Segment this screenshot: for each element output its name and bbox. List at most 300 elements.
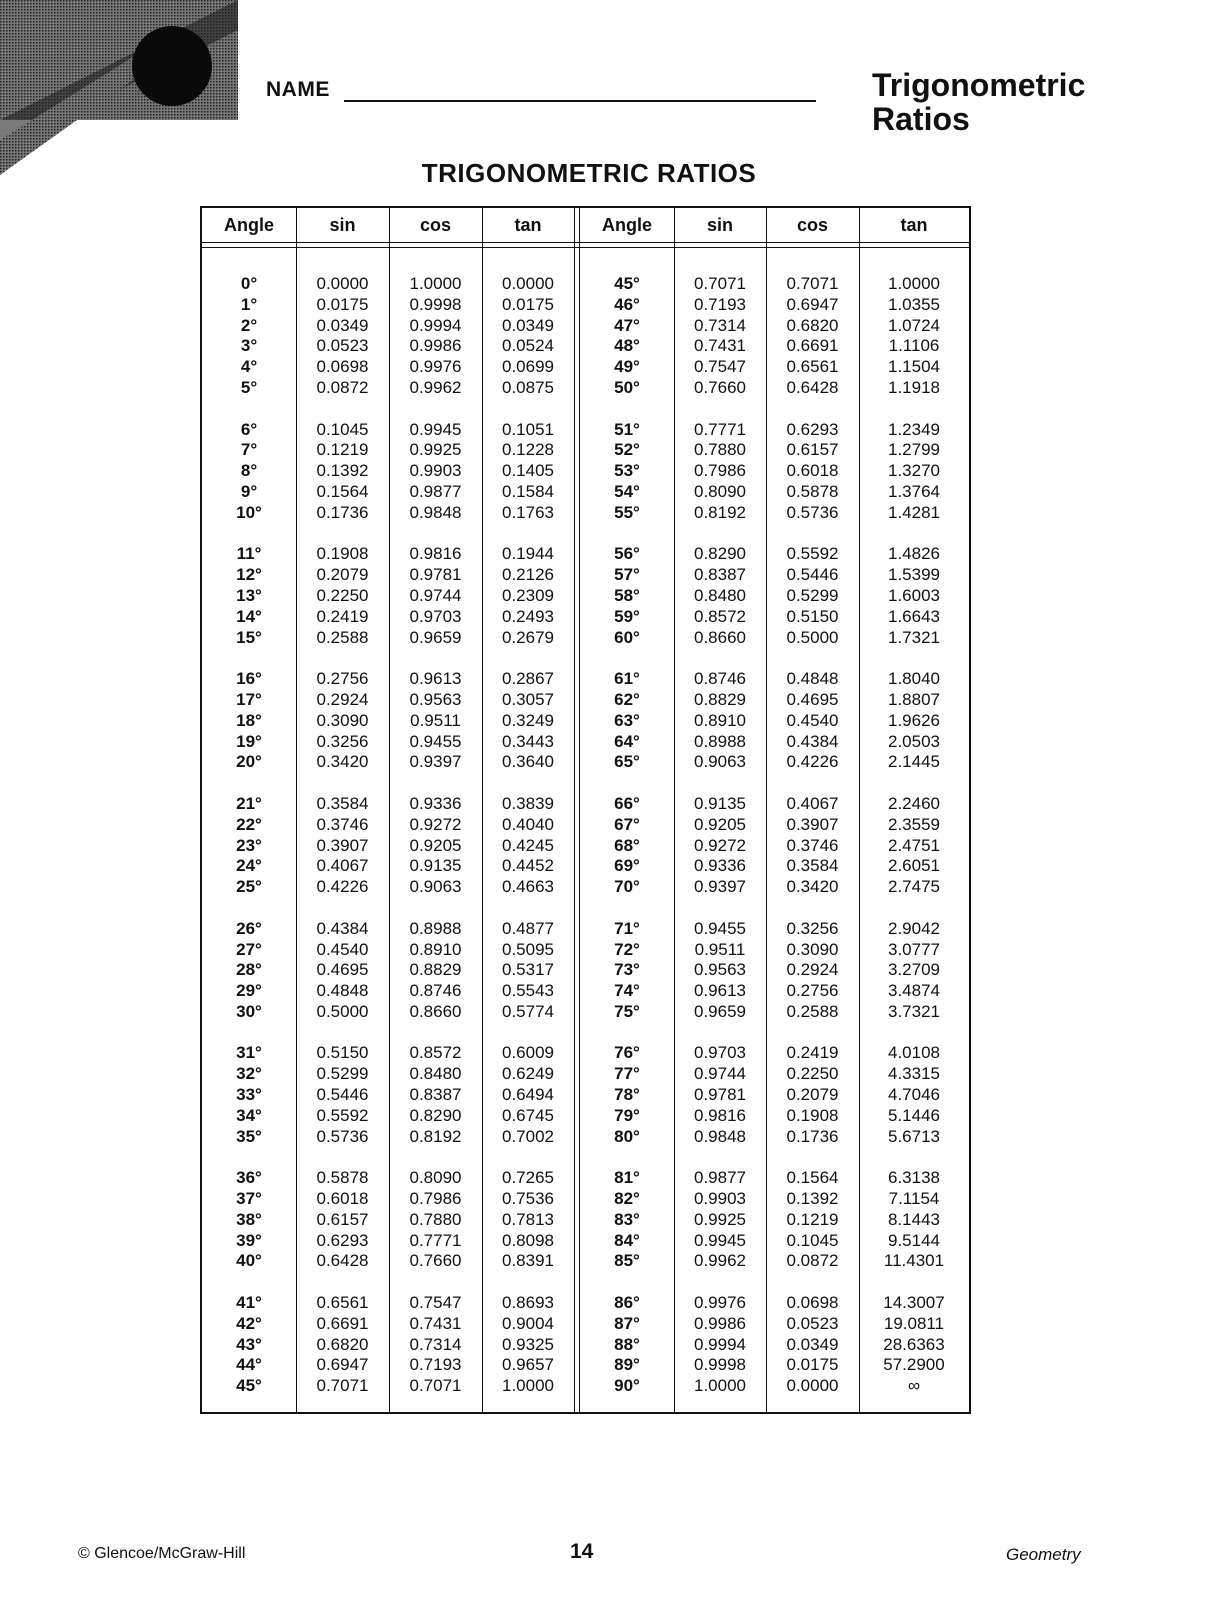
left-sin-cell: 0.3090	[316, 710, 369, 730]
table-row	[202, 316, 969, 337]
right-cos-cell: 0.3256	[786, 918, 839, 938]
left-cos-cell: 0.9272	[409, 814, 462, 834]
table-row	[202, 295, 969, 316]
left-sin-cell: 0.1219	[316, 440, 369, 460]
left-cos-cell: 0.7193	[409, 1355, 462, 1375]
right-angle-cell: 65°	[614, 752, 640, 772]
right-angle-cell: 67°	[614, 814, 640, 834]
right-tan-cell: 1.1106	[888, 336, 940, 356]
table-row	[202, 752, 969, 773]
left-angle-cell: 31°	[236, 1043, 262, 1063]
right-tan-cell: 1.1504	[888, 357, 940, 377]
left-tan-cell: 0.5774	[502, 1001, 554, 1021]
name-label: NAME	[266, 78, 330, 101]
left-sin-cell: 0.0872	[316, 377, 369, 397]
right-angle-cell: 50°	[614, 377, 640, 397]
right-tan-cell: 9.5144	[888, 1230, 940, 1250]
right-cos-cell: 0.6428	[786, 377, 839, 397]
left-angle-cell: 13°	[236, 585, 262, 605]
row-group	[202, 919, 969, 1023]
left-cos-cell: 0.8988	[409, 918, 462, 938]
right-sin-cell: 0.7431	[694, 336, 746, 356]
right-tan-cell: 2.1445	[888, 752, 940, 772]
left-sin-cell: 0.6428	[316, 1251, 369, 1271]
table-row	[202, 628, 969, 649]
left-cos-cell: 0.7880	[409, 1209, 462, 1229]
table-row	[202, 1085, 969, 1106]
left-sin-cell: 0.1564	[316, 481, 369, 501]
left-cos-cell: 0.7071	[409, 1376, 462, 1396]
right-sin-cell: 0.9135	[694, 793, 746, 813]
right-tan-cell: 3.2709	[888, 960, 940, 980]
right-cos-cell: 0.5878	[786, 481, 839, 501]
left-angle-cell: 40°	[236, 1251, 262, 1271]
right-angle-cell: 75°	[614, 1001, 640, 1021]
right-cos-cell: 0.3746	[786, 835, 839, 855]
left-angle-cell: 32°	[236, 1064, 262, 1084]
table-row	[202, 1251, 969, 1272]
right-cos-cell: 0.4384	[786, 731, 839, 751]
left-tan-cell: 0.3443	[502, 731, 554, 751]
left-angle-cell: 2°	[240, 315, 258, 335]
right-angle-cell: 71°	[614, 918, 640, 938]
left-sin-cell: 0.4067	[316, 856, 369, 876]
table-row	[202, 461, 969, 482]
left-cos-cell: 0.9925	[409, 440, 462, 460]
left-angle-cell: 44°	[236, 1355, 262, 1375]
right-tan-cell: 1.9626	[888, 710, 940, 730]
right-tan-cell: 1.0000	[888, 274, 940, 293]
left-tan-cell: 0.7265	[502, 1168, 554, 1188]
right-sin-cell: 0.8829	[694, 689, 746, 709]
left-angle-cell: 39°	[236, 1230, 262, 1250]
right-angle-cell: 86°	[614, 1293, 640, 1313]
left-tan-cell: 0.7536	[502, 1189, 554, 1209]
left-angle-cell: 0°	[240, 274, 258, 293]
table-row	[202, 669, 969, 690]
right-tan-cell: 3.7321	[888, 1001, 940, 1021]
right-tan-cell: 4.3315	[888, 1064, 940, 1084]
right-angle-cell: 82°	[614, 1189, 640, 1209]
left-cos-cell: 0.9945	[409, 419, 462, 439]
right-tan-cell: 1.2349	[888, 419, 940, 439]
right-sin-cell: 0.9511	[694, 939, 746, 959]
right-sin-cell: 0.8988	[694, 731, 746, 751]
left-angle-cell: 19°	[236, 731, 262, 751]
right-cos-cell: 0.4540	[786, 710, 839, 730]
right-sin-cell: 0.7771	[694, 419, 746, 439]
right-angle-cell: 53°	[614, 461, 640, 481]
table-row	[202, 1106, 969, 1127]
publisher-credit: © Glencoe/McGraw-Hill	[78, 1545, 246, 1562]
left-cos-cell: 0.8910	[409, 939, 462, 959]
name-field	[266, 78, 816, 102]
right-tan-cell: 7.1154	[888, 1189, 940, 1209]
right-cos-cell: 0.0175	[786, 1355, 839, 1375]
table-row	[202, 815, 969, 836]
right-tan-cell: 4.0108	[888, 1043, 940, 1063]
right-cos-cell: 0.6561	[786, 357, 839, 377]
right-sin-cell: 0.8746	[694, 669, 746, 689]
right-cos-cell: 0.3907	[786, 814, 839, 834]
right-cos-cell: 0.5736	[786, 502, 839, 522]
right-angle-cell: 52°	[614, 440, 640, 460]
left-angle-cell: 45°	[236, 1376, 262, 1396]
left-tan-cell: 0.4877	[502, 918, 554, 938]
right-angle-cell: 90°	[614, 1376, 640, 1396]
table-row	[202, 981, 969, 1002]
right-tan-cell: 2.6051	[888, 856, 940, 876]
right-angle-cell: 64°	[614, 731, 640, 751]
right-angle-cell: 49°	[614, 357, 640, 377]
left-tan-cell: 0.4663	[502, 877, 554, 897]
left-sin-cell: 0.4695	[316, 960, 369, 980]
right-cos-cell: 0.1564	[786, 1168, 839, 1188]
right-sin-cell: 0.8090	[694, 481, 746, 501]
left-cos-cell: 0.9563	[409, 689, 462, 709]
left-cos-cell: 0.9994	[409, 315, 462, 335]
right-cos-cell: 0.6691	[786, 336, 839, 356]
right-angle-cell: 48°	[614, 336, 640, 356]
table-row	[202, 940, 969, 961]
table-row	[202, 1189, 969, 1210]
right-tan-cell: 1.3764	[888, 481, 940, 501]
right-angle-cell: 54°	[614, 481, 640, 501]
header-double-rule	[202, 242, 969, 248]
left-angle-cell: 42°	[236, 1313, 262, 1333]
right-cos-cell: 0.5592	[786, 544, 839, 564]
row-group	[202, 1293, 969, 1397]
left-cos-cell: 0.8746	[409, 981, 462, 1001]
left-tan-cell: 0.6745	[502, 1105, 554, 1125]
right-angle-cell: 70°	[614, 877, 640, 897]
subject-label: Geometry	[1006, 1545, 1081, 1564]
left-cos-cell: 0.9703	[409, 606, 462, 626]
header-angle-right: Angle	[601, 215, 652, 235]
left-tan-cell: 0.0524	[502, 336, 554, 356]
right-angle-cell: 88°	[614, 1334, 640, 1354]
table-row	[202, 607, 969, 628]
left-sin-cell: 0.3907	[316, 835, 369, 855]
right-angle-cell: 87°	[614, 1313, 640, 1333]
worksheet-title	[872, 68, 1085, 136]
right-angle-cell: 66°	[614, 793, 640, 813]
table-row	[202, 1355, 969, 1376]
row-group	[202, 669, 969, 773]
table-row	[202, 690, 969, 711]
left-cos-cell: 0.8090	[409, 1168, 462, 1188]
right-cos-cell: 0.3584	[786, 856, 839, 876]
right-sin-cell: 0.7986	[694, 461, 746, 481]
right-sin-cell: 1.0000	[694, 1376, 746, 1396]
right-tan-cell: 5.1446	[888, 1105, 940, 1125]
right-angle-cell: 61°	[614, 669, 640, 689]
left-cos-cell: 0.9877	[409, 481, 462, 501]
table-row	[202, 378, 969, 399]
left-cos-cell: 0.9205	[409, 835, 462, 855]
left-cos-cell: 0.9962	[409, 377, 462, 397]
left-tan-cell: 0.1944	[502, 544, 554, 564]
right-cos-cell: 0.2419	[786, 1043, 839, 1063]
table-row	[202, 877, 969, 898]
right-angle-cell: 81°	[614, 1168, 640, 1188]
right-sin-cell: 0.7880	[694, 440, 746, 460]
right-angle-cell: 80°	[614, 1126, 640, 1146]
right-angle-cell: 58°	[614, 585, 640, 605]
right-cos-cell: 0.2079	[786, 1085, 839, 1105]
left-cos-cell: 0.9063	[409, 877, 462, 897]
right-tan-cell: 28.6363	[883, 1334, 945, 1354]
right-sin-cell: 0.8660	[694, 627, 746, 647]
left-tan-cell: 0.1228	[502, 440, 554, 460]
left-angle-cell: 14°	[236, 606, 262, 626]
right-cos-cell: 0.4226	[786, 752, 839, 772]
left-sin-cell: 0.2756	[316, 669, 369, 689]
right-tan-cell: 1.4826	[888, 544, 940, 564]
left-tan-cell: 0.5317	[502, 960, 554, 980]
left-sin-cell: 0.6018	[316, 1189, 369, 1209]
right-sin-cell: 0.9336	[694, 856, 746, 876]
right-cos-cell: 0.5150	[786, 606, 839, 626]
right-angle-cell: 74°	[614, 981, 640, 1001]
left-cos-cell: 0.7547	[409, 1293, 462, 1313]
right-sin-cell: 0.9925	[694, 1209, 746, 1229]
right-sin-cell: 0.9397	[694, 877, 746, 897]
left-angle-cell: 37°	[236, 1189, 262, 1209]
right-angle-cell: 55°	[614, 502, 640, 522]
header-tan-right: tan	[900, 215, 928, 235]
left-tan-cell: 0.2309	[502, 585, 554, 605]
left-angle-cell: 15°	[236, 627, 262, 647]
right-angle-cell: 60°	[614, 627, 640, 647]
table-row	[202, 711, 969, 732]
right-tan-cell: 2.3559	[888, 814, 940, 834]
worksheet-title-line-2: Ratios	[872, 101, 970, 137]
right-angle-cell: 77°	[614, 1064, 640, 1084]
right-cos-cell: 0.1219	[786, 1209, 839, 1229]
right-angle-cell: 69°	[614, 856, 640, 876]
left-sin-cell: 0.5736	[316, 1126, 369, 1146]
left-angle-cell: 30°	[236, 1001, 262, 1021]
table-row	[202, 1064, 969, 1085]
right-sin-cell: 0.9659	[694, 1001, 746, 1021]
right-cos-cell: 0.5000	[786, 627, 839, 647]
right-cos-cell: 0.2924	[786, 960, 839, 980]
table-row	[202, 1002, 969, 1023]
right-sin-cell: 0.9563	[694, 960, 746, 980]
left-cos-cell: 0.7431	[409, 1313, 462, 1333]
header-sin-right: sin	[706, 215, 733, 235]
left-tan-cell: 0.9004	[502, 1313, 554, 1333]
left-sin-cell: 0.6157	[316, 1209, 369, 1229]
left-cos-cell: 0.9903	[409, 461, 462, 481]
table-row	[202, 1168, 969, 1189]
header-cos-left: cos	[419, 215, 452, 235]
right-sin-cell: 0.9986	[694, 1313, 746, 1333]
left-sin-cell: 0.2924	[316, 689, 369, 709]
name-blank-line	[344, 80, 816, 102]
right-cos-cell: 0.4067	[786, 793, 839, 813]
left-angle-cell: 24°	[236, 856, 262, 876]
left-cos-cell: 0.9816	[409, 544, 462, 564]
right-sin-cell: 0.7314	[694, 315, 746, 335]
right-tan-cell: 1.0355	[888, 294, 940, 314]
right-tan-cell: 2.2460	[888, 793, 940, 813]
left-tan-cell: 0.8391	[502, 1251, 554, 1271]
right-tan-cell: 1.5399	[888, 565, 940, 585]
right-angle-cell: 51°	[614, 419, 640, 439]
left-angle-cell: 3°	[240, 336, 258, 356]
right-cos-cell: 0.6157	[786, 440, 839, 460]
table-row	[202, 420, 969, 441]
right-tan-cell: 6.3138	[888, 1168, 940, 1188]
table-row	[202, 1314, 969, 1335]
left-cos-cell: 0.9659	[409, 627, 462, 647]
right-angle-cell: 63°	[614, 710, 640, 730]
left-tan-cell: 0.7813	[502, 1209, 554, 1229]
table-row	[202, 565, 969, 586]
left-tan-cell: 0.0349	[502, 315, 554, 335]
left-cos-cell: 0.9455	[409, 731, 462, 751]
right-sin-cell: 0.9903	[694, 1189, 746, 1209]
right-angle-cell: 68°	[614, 835, 640, 855]
right-cos-cell: 0.0698	[786, 1293, 839, 1313]
right-angle-cell: 72°	[614, 939, 640, 959]
right-tan-cell: 3.0777	[888, 939, 940, 959]
left-sin-cell: 0.1736	[316, 502, 369, 522]
header-tan-left: tan	[514, 215, 542, 235]
table-row	[202, 856, 969, 877]
left-sin-cell: 0.0349	[316, 315, 369, 335]
left-tan-cell: 0.1584	[502, 481, 554, 501]
left-cos-cell: 0.8829	[409, 960, 462, 980]
left-angle-cell: 5°	[240, 377, 258, 397]
table-row	[202, 1293, 969, 1314]
right-angle-cell: 62°	[614, 689, 640, 709]
left-tan-cell: 0.3249	[502, 710, 554, 730]
left-sin-cell: 0.1045	[316, 419, 369, 439]
trig-ratios-table	[200, 206, 971, 1414]
left-angle-cell: 22°	[236, 814, 262, 834]
left-sin-cell: 0.2419	[316, 606, 369, 626]
right-tan-cell: 1.1918	[888, 377, 940, 397]
left-sin-cell: 0.6691	[316, 1313, 369, 1333]
table-row	[202, 482, 969, 503]
left-cos-cell: 0.7660	[409, 1251, 462, 1271]
right-tan-cell: 57.2900	[883, 1355, 945, 1375]
right-tan-cell: 2.7475	[888, 877, 940, 897]
left-sin-cell: 0.5000	[316, 1001, 369, 1021]
row-group	[202, 544, 969, 648]
right-sin-cell: 0.9877	[694, 1168, 746, 1188]
right-tan-cell: 2.0503	[888, 731, 940, 751]
left-cos-cell: 1.0000	[409, 274, 462, 293]
left-cos-cell: 0.9135	[409, 856, 462, 876]
right-sin-cell: 0.9744	[694, 1064, 746, 1084]
left-cos-cell: 0.9781	[409, 565, 462, 585]
right-cos-cell: 0.6018	[786, 461, 839, 481]
left-tan-cell: 0.2126	[502, 565, 554, 585]
right-cos-cell: 0.0872	[786, 1251, 839, 1271]
right-cos-cell: 0.4695	[786, 689, 839, 709]
right-tan-cell: 4.7046	[888, 1085, 940, 1105]
left-tan-cell: 0.0000	[502, 274, 554, 293]
right-sin-cell: 0.7660	[694, 377, 746, 397]
left-angle-cell: 9°	[240, 481, 258, 501]
table-row	[202, 732, 969, 753]
right-sin-cell: 0.9945	[694, 1230, 746, 1250]
table-row	[202, 1127, 969, 1148]
left-tan-cell: 0.3640	[502, 752, 554, 772]
left-angle-cell: 20°	[236, 752, 262, 772]
left-cos-cell: 0.8480	[409, 1064, 462, 1084]
left-tan-cell: 0.6249	[502, 1064, 554, 1084]
right-sin-cell: 0.9781	[694, 1085, 746, 1105]
right-sin-cell: 0.9063	[694, 752, 746, 772]
right-tan-cell: 1.6003	[888, 585, 940, 605]
left-cos-cell: 0.9397	[409, 752, 462, 772]
left-angle-cell: 28°	[236, 960, 262, 980]
left-cos-cell: 0.8387	[409, 1085, 462, 1105]
left-tan-cell: 0.4245	[502, 835, 554, 855]
left-angle-cell: 11°	[236, 544, 262, 564]
left-angle-cell: 25°	[236, 877, 262, 897]
left-sin-cell: 0.1908	[316, 544, 369, 564]
right-sin-cell: 0.8290	[694, 544, 746, 564]
left-tan-cell: 0.4452	[502, 856, 554, 876]
right-tan-cell: 1.8040	[888, 669, 940, 689]
left-sin-cell: 0.0000	[316, 274, 369, 293]
row-group	[202, 274, 969, 399]
left-cos-cell: 0.9613	[409, 669, 462, 689]
left-sin-cell: 0.3584	[316, 793, 369, 813]
left-angle-cell: 36°	[236, 1168, 262, 1188]
right-angle-cell: 46°	[614, 294, 640, 314]
left-tan-cell: 0.1763	[502, 502, 554, 522]
right-tan-cell: 5.6713	[888, 1126, 940, 1146]
left-tan-cell: 0.2867	[502, 669, 554, 689]
left-cos-cell: 0.9744	[409, 585, 462, 605]
right-sin-cell: 0.9998	[694, 1355, 746, 1375]
left-angle-cell: 33°	[236, 1085, 262, 1105]
right-sin-cell: 0.9976	[694, 1293, 746, 1313]
left-tan-cell: 0.0175	[502, 294, 554, 314]
right-cos-cell: 0.0000	[786, 1376, 839, 1396]
left-tan-cell: 0.0699	[502, 357, 554, 377]
table-row	[202, 836, 969, 857]
left-angle-cell: 8°	[240, 461, 258, 481]
left-sin-cell: 0.6820	[316, 1334, 369, 1354]
left-cos-cell: 0.8660	[409, 1001, 462, 1021]
left-angle-cell: 43°	[236, 1334, 262, 1354]
left-sin-cell: 0.4384	[316, 918, 369, 938]
left-tan-cell: 0.3057	[502, 689, 554, 709]
right-cos-cell: 0.3420	[786, 877, 839, 897]
right-sin-cell: 0.8572	[694, 606, 746, 626]
left-tan-cell: 0.7002	[502, 1126, 554, 1146]
right-cos-cell: 0.2588	[786, 1001, 839, 1021]
table-row	[202, 274, 969, 295]
right-sin-cell: 0.9613	[694, 981, 746, 1001]
left-cos-cell: 0.7314	[409, 1334, 462, 1354]
right-cos-cell: 0.5446	[786, 565, 839, 585]
right-sin-cell: 0.9848	[694, 1126, 746, 1146]
left-sin-cell: 0.0698	[316, 357, 369, 377]
worksheet-title-line-1: Trigonometric	[872, 67, 1086, 103]
left-cos-cell: 0.7771	[409, 1230, 462, 1250]
right-cos-cell: 0.6947	[786, 294, 839, 314]
page-number: 14	[570, 1540, 594, 1563]
